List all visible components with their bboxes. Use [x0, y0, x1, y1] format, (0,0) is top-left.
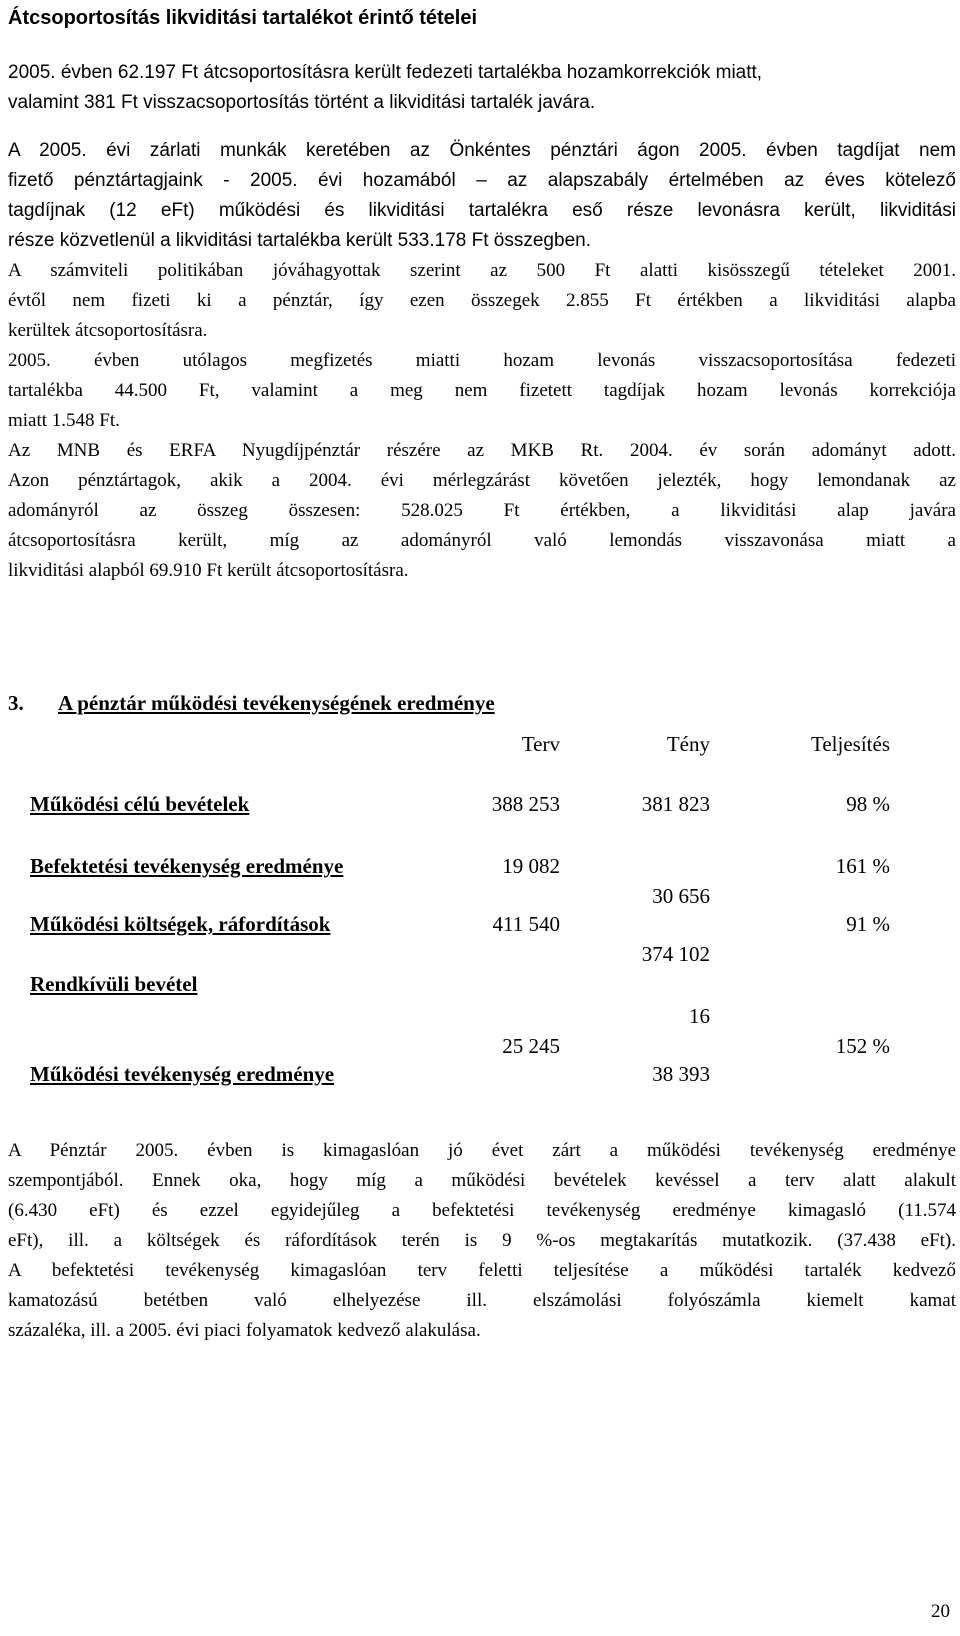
row-label-text: Befektetési tevékenység eredménye [30, 854, 344, 878]
text-line: kerültek átcsoportosításra. [8, 320, 208, 341]
text-line: eFt), ill. a költségek és ráfordítások terén is 9 %-os megtakarítás mutatkozik. (37.438 eFt). [8, 1230, 956, 1251]
paragraph-accounting-policy [8, 256, 956, 587]
row-label-text: Működési célú bevételek [30, 792, 250, 816]
text-line: 2005. évben 62.197 Ft átcsoportosításra került fedezeti tartalékba hozamkorrekciók miatt, [8, 62, 763, 83]
text-line: Az MNB és ERFA Nyugdíjpénztár részére az MKB Rt. 2004. év során adományt adott. [8, 440, 956, 462]
row-label-text: Működési tevékenység eredménye [30, 1062, 335, 1086]
row-label-operating-result [30, 1060, 334, 1088]
cell-terv: 411 540 [492, 912, 560, 936]
text-line: tagdíjnak (12 eFt) működési és likviditási tartalékra eső része levonásra került, likviditási [8, 200, 956, 221]
cell-terv: 19 082 [502, 854, 560, 878]
cell-teljesites: 161 % [835, 854, 890, 878]
column-header-teljesites: Teljesítés [810, 732, 890, 756]
text-line: A befektetési tevékenység kimagaslóan terv feletti teljesítése a működési tartalék kedvező [8, 1260, 956, 1281]
column-header-terv: Terv [521, 732, 560, 756]
paragraph-reclassification [8, 58, 956, 118]
cell-teljesites: 152 % [835, 1034, 890, 1058]
text-line: (6.430 eFt) és ezzel egyidejűleg a befektetési tevékenység eredménye kimagasló (11.574 [8, 1200, 956, 1221]
text-line: likviditási alapból 69.910 Ft került átcsoportosításra. [8, 560, 409, 582]
text-line: százaléka, ill. a 2005. évi piaci folyamatok kedvező alakulása. [8, 1320, 481, 1341]
section-3-title [8, 688, 495, 718]
text-line: 2005. évben utólagos megfizetés miatti hozam levonás visszacsoportosítása fedezeti [8, 350, 956, 372]
cell-teljesites: 91 % [846, 912, 890, 936]
row-label-operating-costs [30, 910, 330, 938]
text-line: része közvetlenül a likviditási tartalékba került 533.178 Ft összegben. [8, 230, 591, 251]
row-label-text: Rendkívüli bevétel [30, 972, 198, 996]
row-label-investment-result [30, 852, 343, 880]
cell-teny: 381 823 [641, 792, 710, 816]
text-line: évtől nem fizeti ki a pénztár, így ezen összegek 2.855 Ft értékben a likviditási alapba [8, 290, 956, 311]
row-label-extraordinary-income [30, 970, 197, 998]
cell-teny: 16 [689, 1004, 710, 1028]
section-number: 3. [8, 691, 24, 715]
text-line: Azon pénztártagok, akik a 2004. évi mérlegzárást követően jelezték, hogy lemondanak az [8, 470, 956, 492]
text-line: szempontjából. Ennek oka, hogy míg a működési bevételek kevéssel a terv alatt alakult [8, 1170, 956, 1191]
text-line: A Pénztár 2005. évben is kimagaslóan jó évet zárt a működési tevékenység eredménye [8, 1140, 956, 1161]
text-line: miatt 1.548 Ft. [8, 410, 120, 432]
section-title: A pénztár működési tevékenységének eredménye [58, 691, 495, 715]
cell-teljesites: 98 % [846, 792, 890, 816]
row-label-operating-revenue [30, 790, 249, 818]
text-line: tartalékba 44.500 Ft, valamint a meg nem fizetett tagdíjak hozam levonás korrekciója [8, 380, 956, 402]
cell-teny: 30 656 [652, 884, 710, 908]
text-line: kamatozású betétben való elhelyezése ill. elszámolási folyószámla kiemelt kamat [8, 1290, 956, 1311]
text-line: fizető pénztártagjaink - 2005. évi hozamából – az alapszabály értelmében az éves kötelező [8, 170, 956, 191]
cell-terv: 25 245 [502, 1034, 560, 1058]
paragraph-closing-works [8, 136, 956, 256]
cell-terv: 388 253 [491, 792, 560, 816]
text-line: adományról az összeg összesen: 528.025 Ft értékben, a likviditási alap javára [8, 500, 956, 522]
text-line: valamint 381 Ft visszacsoportosítás történt a likviditási tartalék javára. [8, 92, 596, 113]
row-label-text: Működési költségek, ráfordítások [30, 912, 331, 936]
text-line: átcsoportosításra került, míg az adományról való lemondás visszavonása miatt a [8, 530, 956, 552]
column-header-teny: Tény [666, 732, 710, 756]
page-number: 20 [931, 1601, 950, 1622]
paragraph-results-commentary [8, 1136, 956, 1346]
cell-teny: 374 102 [641, 942, 710, 966]
results-table [30, 720, 890, 1100]
text-line: A 2005. évi zárlati munkák keretében az Önkéntes pénztári ágon 2005. évben tagdíjat nem [8, 140, 956, 161]
cell-teny: 38 393 [652, 1062, 710, 1086]
text-line: A számviteli politikában jóváhagyottak szerint az 500 Ft alatti kisösszegű tételeket 2001. [8, 260, 956, 281]
section-heading: Átcsoportosítás likviditási tartalékot érintő tételei [8, 7, 478, 29]
